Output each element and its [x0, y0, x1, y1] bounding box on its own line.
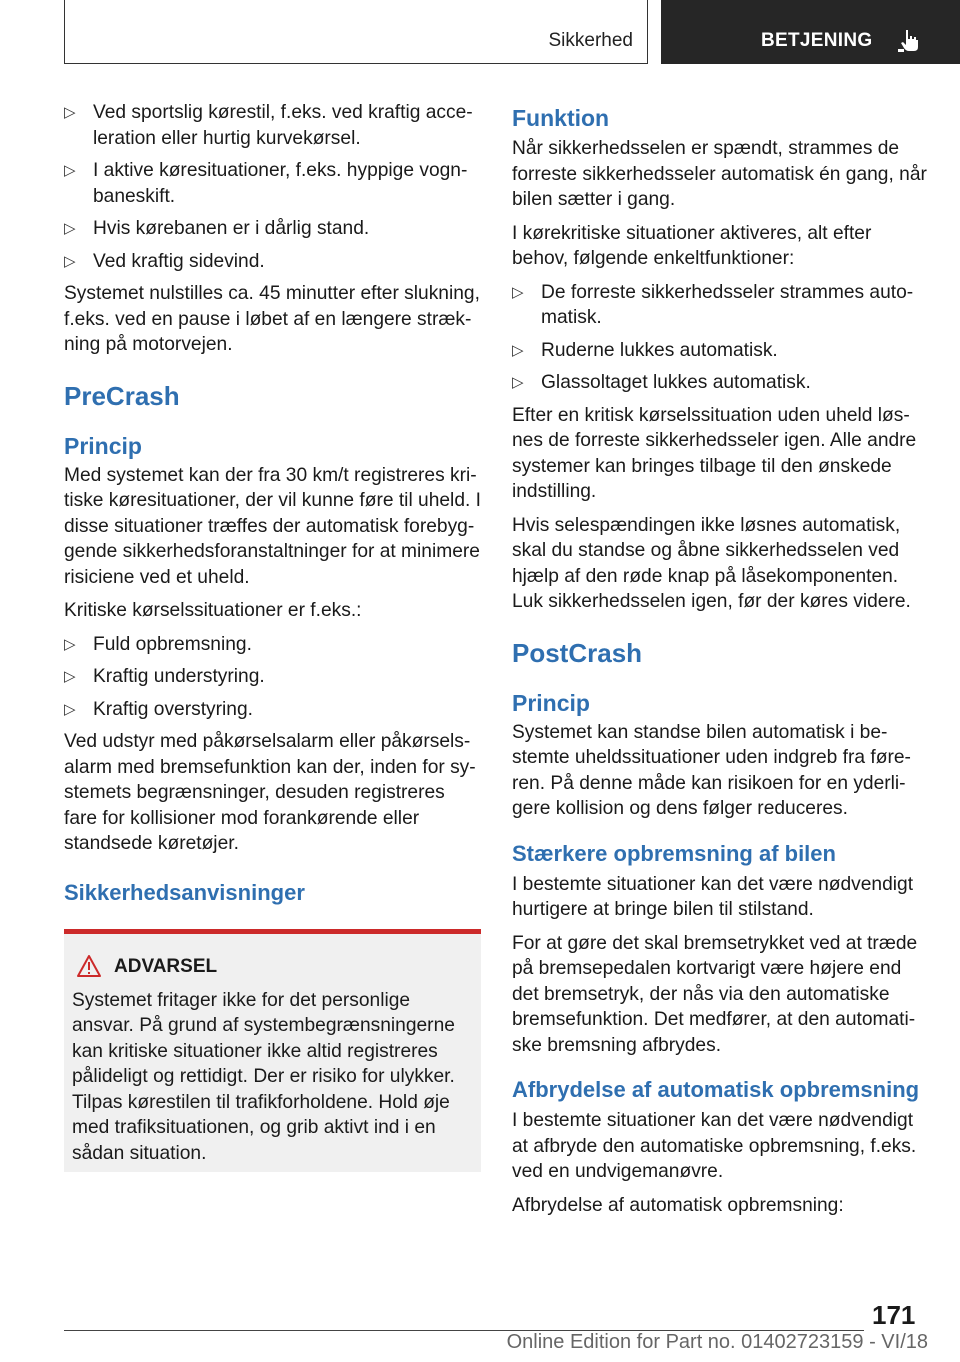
- list-item: ▷ I aktive køresituationer, f.eks. hyppige vognbaneskift.: [64, 160, 468, 207]
- section-title: Sikkerhed: [548, 30, 633, 51]
- postcrash-princip-paragraph: Systemet kan standse bilen automatisk i bestemte uheldssituationer uden indgreb fra føreren. På denne måde kan risikoen for en yderligere kollision og dens følger reduceres.: [512, 721, 911, 819]
- warning-title: [72, 954, 473, 980]
- list-item: ▷ Ved sportslig kørestil, f.eks. ved kraftig acceleration eller hurtig kurvekørsel.: [64, 102, 473, 149]
- safety-heading: Sikkerhedsanvisninger: [64, 879, 305, 905]
- postcrash-heading: PostCrash: [512, 637, 643, 668]
- function-heading: Funktion: [512, 105, 610, 131]
- triangle-bullet-icon: ▷: [64, 635, 76, 653]
- critical-intro: Kritiske kørselssituationer er f.eks.:: [64, 600, 362, 621]
- triangle-bullet-icon: ▷: [512, 341, 524, 359]
- list-item: ▷ Fuld opbremsning.: [64, 632, 481, 658]
- interrupt-heading: Afbrydelse af automatisk opbremsning: [512, 1077, 920, 1102]
- triangle-bullet-icon: ▷: [64, 104, 76, 121]
- list-item: ▷ Hvis kørebanen er i dårlig stand.: [64, 216, 481, 242]
- release-paragraph: Hvis selespændingen ikke løsnes automatisk, skal du standse og åbne sikkerhedsselen ved hjælp af den røde knap på låsekomponenten. Luk sikkerhedsselen igen, før der køres videre.: [512, 514, 911, 612]
- warning-triangle-icon: [76, 954, 102, 978]
- triangle-bullet-icon: ▷: [64, 162, 76, 179]
- page-number: 171: [872, 1300, 916, 1330]
- triangle-bullet-icon: ▷: [64, 252, 76, 270]
- princip-heading: Princip: [64, 432, 142, 459]
- list-item: ▷ Kraftig understyring.: [64, 664, 481, 690]
- right-column: [512, 100, 928, 1226]
- triangle-bullet-icon: ▷: [64, 700, 76, 718]
- chapter-title: BETJENING: [761, 30, 873, 51]
- list-item: ▷ De forreste sikkerhedsseler strammes automatisk.: [512, 281, 914, 328]
- page-header: [64, 0, 960, 64]
- interrupt-paragraph-2: Afbrydelse af automatisk opbremsning:: [512, 1194, 844, 1216]
- warning-label: ADVARSEL: [114, 955, 218, 977]
- reset-paragraph: Systemet nulstilles ca. 45 minutter efter slukning, f.eks. ved en pause i løbet af en længere strækning på motorvejen.: [64, 283, 480, 355]
- function-paragraph-2: I kørekritiske situationer aktiveres, alt efter behov, følgende enkeltfunktioner:: [512, 222, 872, 269]
- stronger-paragraph-2: For at gøre det skal bremsetrykket ved at træde på bremsepedalen kortvarigt være højere end det bremsetryk, der nås via den automatiske bremsefunktion. Det medfører, at den automatiske bremsning afbrydes.: [512, 932, 918, 1056]
- triangle-bullet-icon: ▷: [64, 668, 76, 685]
- stronger-braking-heading: Stærkere opbremsning af bilen: [512, 840, 836, 866]
- edition-note: Online Edition for Part no. 01402723159 - VI/18: [506, 1331, 928, 1353]
- section-tab: [64, 0, 648, 64]
- list-item: ▷ Ruderne lukkes automatisk.: [512, 338, 928, 364]
- warning-box: [64, 929, 481, 1172]
- stronger-paragraph-1: I bestemte situationer kan det være nødvendigt hurtigere at bringe bilen til stilstand.: [512, 873, 914, 920]
- chapter-tab: [661, 0, 960, 64]
- triangle-bullet-icon: ▷: [512, 374, 524, 391]
- postcrash-princip-heading: Princip: [512, 689, 590, 716]
- list-item: ▷ Glassoltaget lukkes automatisk.: [512, 370, 928, 396]
- equipment-paragraph: Ved udstyr med påkørselsalarm eller påkørselsalarm med bremsefunktion kan der, inden for systemets begrænsninger, desuden registreres fare for kollisioner mod forankørende eller standsede køretøjer.: [64, 731, 476, 854]
- precrash-heading: PreCrash: [64, 380, 180, 411]
- triangle-bullet-icon: ▷: [64, 220, 76, 237]
- left-column: [64, 100, 481, 1172]
- interrupt-paragraph-1: I bestemte situationer kan det være nødvendigt at afbryde den automatiske opbremsning, f.eks. ved en undvigemanøvre.: [512, 1110, 917, 1182]
- hand-pointer-icon: [898, 27, 922, 53]
- list-item: ▷ Ved kraftig sidevind.: [64, 249, 481, 275]
- warning-text: Systemet fritager ikke for det personlige ansvar. På grund af systembegrænsningerne kan kritiske situationer ikke altid registreres pålideligt og rettidigt. Der er risiko for ulykker. Tilpas kørestilen til trafikforholdene. Hold øje med trafiksituationen, og grib aktivt ind i en sådan situation.: [72, 989, 455, 1164]
- princip-paragraph: Med systemet kan der fra 30 km/t registreres kritiske køresituationer, der vil kunne føre til uheld. I disse situationer træffes der automatisk forebyggende sikkerhedsforanstaltninger for at minimere risiciene ved et uheld.: [64, 464, 481, 588]
- after-paragraph: Efter en kritisk kørselssituation uden uheld løsnes de forreste sikkerhedsseler igen. Alle andre systemer kan bringes tilbage til den ønskede indstilling.: [512, 404, 917, 502]
- list-item: ▷ Kraftig overstyring.: [64, 697, 481, 723]
- function-paragraph-1: Når sikkerhedsselen er spændt, strammes de forreste sikkerhedsseler automatisk én gang, når bilen sætter i gang.: [512, 138, 927, 210]
- triangle-bullet-icon: ▷: [512, 283, 524, 301]
